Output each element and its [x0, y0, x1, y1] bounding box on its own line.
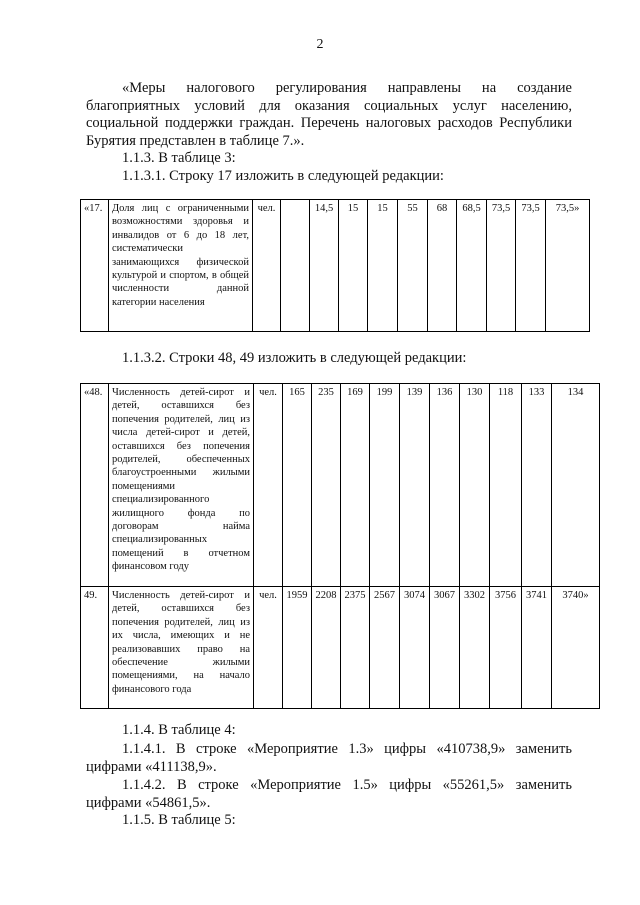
row-description: Численность детей-сирот и детей, оставшихся без попечения родителей, лиц из числа детей-сирот и детей, оставшихся без попечения родителей, обеспеченных благоустроенными жилыми помещениями специализированного жилищного фонда по договорам найма специализированных помещений в отчетном финансовом году — [109, 384, 254, 587]
row-value: 55 — [398, 200, 428, 332]
row-unit: чел. — [253, 200, 281, 332]
item-1-1-4-2: 1.1.4.2. В строке «Мероприятие 1.5» цифры «55261,5» заменить цифрами «54861,5». — [86, 777, 572, 811]
row-value: 169 — [341, 384, 370, 587]
row-value: 1959 — [283, 587, 312, 709]
row-number: «48. — [81, 384, 109, 587]
page-number: 2 — [316, 37, 324, 52]
table-rows-48-49 — [80, 383, 600, 709]
row-value: 68 — [428, 200, 457, 332]
row-unit: чел. — [254, 384, 283, 587]
row-number: 49. — [81, 587, 109, 709]
row-value: 136 — [430, 384, 460, 587]
row-number: «17. — [81, 200, 109, 332]
item-1-1-4: 1.1.4. В таблице 4: — [122, 722, 236, 738]
item-1-1-3: 1.1.3. В таблице 3: — [122, 150, 236, 166]
row-value: 15 — [339, 200, 368, 332]
row-value: 2208 — [312, 587, 341, 709]
item-1-1-3-1: 1.1.3.1. Строку 17 изложить в следующей редакции: — [122, 168, 444, 184]
row-value: 165 — [283, 384, 312, 587]
row-value: 139 — [400, 384, 430, 587]
row-value: 15 — [368, 200, 398, 332]
row-value: 73,5» — [546, 200, 590, 332]
row-value: 3740» — [552, 587, 600, 709]
row-value: 14,5 — [310, 200, 339, 332]
table-row — [81, 587, 600, 709]
row-value: 235 — [312, 384, 341, 587]
row-value: 3074 — [400, 587, 430, 709]
row-value: 199 — [370, 384, 400, 587]
row-value: 2567 — [370, 587, 400, 709]
row-value: 3067 — [430, 587, 460, 709]
item-1-1-3-2: 1.1.3.2. Строки 48, 49 изложить в следующей редакции: — [122, 350, 467, 366]
table-row — [81, 200, 590, 332]
row-value: 68,5 — [457, 200, 487, 332]
row-value: 130 — [460, 384, 490, 587]
row-value: 3756 — [490, 587, 522, 709]
row-value: 3741 — [522, 587, 552, 709]
row-value: 3302 — [460, 587, 490, 709]
row-description: Численность детей-сирот и детей, оставшихся без попечения родителей, лиц из их числа, имеющих и не реализовавших право на обеспечение жилыми помещениями, на начало финансового года — [109, 587, 254, 709]
row-value: 73,5 — [487, 200, 516, 332]
row-unit: чел. — [254, 587, 283, 709]
row-value: 73,5 — [516, 200, 546, 332]
row-value: 133 — [522, 384, 552, 587]
row-value: 118 — [490, 384, 522, 587]
row-value: 2375 — [341, 587, 370, 709]
table-row-17 — [80, 199, 590, 332]
row-description: Доля лиц с ограниченными возможностями здоровья и инвалидов от 6 до 18 лет, систематически занимающихся физической культурой и спортом, в общей численности данной категории населения — [109, 200, 253, 332]
table-row — [81, 384, 600, 587]
item-1-1-4-1: 1.1.4.1. В строке «Мероприятие 1.3» цифры «410738,9» заменить цифрами «411138,9». — [86, 741, 572, 775]
intro-paragraph: «Меры налогового регулирования направлены на создание благоприятных условий для оказания социальных услуг населению, социальной поддержки граждан. Перечень налоговых расходов Республики Бурятия представлен в таблице 7.». — [86, 80, 572, 149]
item-1-1-5: 1.1.5. В таблице 5: — [122, 812, 236, 828]
row-value: 134 — [552, 384, 600, 587]
row-value — [281, 200, 310, 332]
